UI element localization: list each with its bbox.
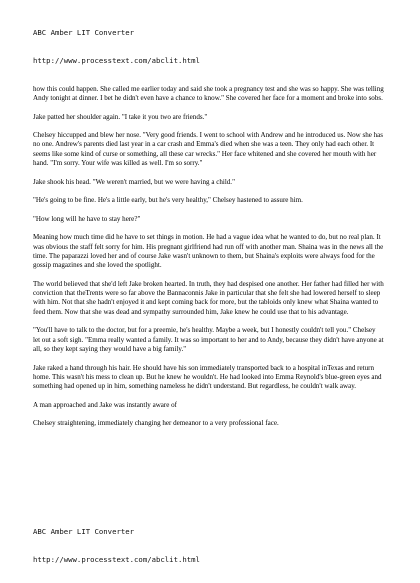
header-url[interactable]: http://www.processtext.com/abclit.html: [33, 56, 200, 66]
converter-footer: [33, 509, 200, 583]
paragraph: how this could happen. She called me earlier today and said she took a pregnancy test and she was so happy. She was telling Andy tonight at dinner. I bet he didn't even have a chance to know." She covered her face for a moment and broke into sobs.: [33, 84, 384, 102]
footer-url[interactable]: http://www.processtext.com/abclit.html: [33, 555, 200, 565]
paragraph: Jake shook his head. "We weren't married, but we were having a child.": [33, 177, 235, 186]
paragraph: Chelsey straightening, immediately changing her demeanor to a very professional face.: [33, 419, 279, 428]
paragraph: "He's going to be fine. He's a little early, but he's very healthy," Chelsey hastened to assure him.: [33, 196, 303, 205]
paragraph: Meaning how much time did he have to set things in motion. He had a vague idea what he wanted to do, but no real plan. It was obvious the staff felt sorry for him. His pregnant girlfriend had run off with another man. Shaina was in the news all the time. The paparazzi loved her and of course Jake wasn't unknown to them, but Shaina's exploits were always food for the gossip magazines and she loved the spotlight.: [33, 233, 384, 270]
header-title: ABC Amber LIT Converter: [33, 28, 135, 38]
footer-title: ABC Amber LIT Converter: [33, 527, 135, 537]
paragraph: "How long will he have to stay here?": [33, 214, 141, 223]
paragraph: Jake patted her shoulder again. "I take it you two are friends.": [33, 112, 208, 121]
paragraph: The world believed that she'd left Jake broken hearted. In truth, they had despised one another. Her father had filled her with conviction that theTrents were so far above the Bannaconnis Jake in particular that she felt she had lowered herself to sleep with him. Not that she hadn't enjoyed it and kept coming back for more, but the tabloids only knew what Shaina wanted to feed them. Now that she was dead and sympathy surrounded him, Jake knew he could use that to his advantage.: [33, 279, 384, 316]
document-body: [33, 85, 384, 429]
paragraph: Jake raked a hand through his hair. He should have his son immediately transported back to a hospital inTexas and return home. This wasn't his mess to clean up. But he knew he wouldn't. He had looked into Emma Reynold's blue-green eyes and something had opened up in him, something nameless he didn't understand. But regardless, he couldn't walk away.: [33, 363, 382, 391]
paragraph: A man approached and Jake was instantly aware of: [33, 400, 178, 409]
paragraph: "You'll have to talk to the doctor, but for a preemie, he's healthy. Maybe a week, but I honestly couldn't tell you." Chelsey let out a soft sigh. "Emma really wanted a family. It was so important to her and to Andy, because they didn't have anyone at all, so they kept saying they would have a big family.": [33, 326, 384, 353]
converter-header: [33, 10, 384, 84]
paragraph: Chelsey hiccupped and blew her nose. "Very good friends. I went to school with Andrew and he introduced us. Now she has no one. Andrew's parents died last year in a car crash and Emma's died when she was a teen. They only had each other. It seems like some kind of curse or something, all these car wrecks." Her face whitened and she covered her mouth with her hand. "I'm sorry. Your wife was killed as well. I'm so sorry.": [33, 131, 384, 167]
